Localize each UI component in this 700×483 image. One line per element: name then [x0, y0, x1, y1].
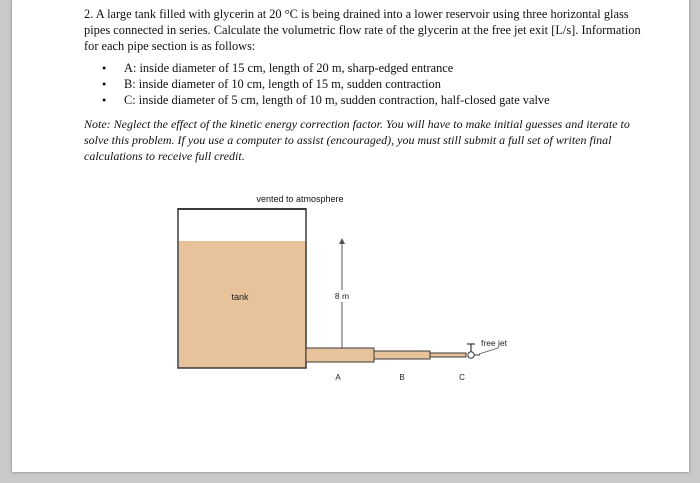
pipe-section-c	[430, 353, 466, 357]
pipe-item-a: ● A: inside diameter of 15 cm, length of 20 m, sharp-edged entrance	[84, 60, 644, 76]
free-jet-leader	[479, 348, 498, 354]
problem-statement: 2. A large tank filled with glycerin at 20 °C is being drained into a lower reservoir using three horizontal glass pipes connected in series. Calculate the volumetric flow rate of the glycerin at the free jet exit [L/s]. Information for each pipe section is as follows:	[84, 7, 641, 53]
pipe-item-b: ● B: inside diameter of 10 cm, length of 15 m, sudden contraction	[84, 76, 644, 92]
pipe-section-b	[374, 351, 430, 359]
section-label-b: B	[399, 373, 405, 382]
glycerin-fill	[179, 241, 306, 368]
problem-note: Note: Neglect the effect of the kinetic energy correction factor. You will have to make initial guesses and iterate to solve this problem. If you use a computer to assist (encouraged), you must still submit a full set of writen final calculations to receive full credit.	[84, 117, 630, 163]
section-label-c: C	[459, 373, 465, 382]
pipe-section-a	[306, 348, 374, 362]
section-label-a: A	[335, 373, 341, 382]
gate-valve-icon	[468, 352, 474, 358]
tank-label: tank	[231, 292, 249, 302]
tank-top-rim	[178, 208, 306, 210]
pipe-item-c: ● C: inside diameter of 5 cm, length of 10 m, sudden contraction, half-closed gate valve	[84, 92, 644, 108]
free-jet-label: free jet	[481, 338, 507, 348]
vent-label: vented to atmosphere	[256, 194, 344, 204]
height-arrow-top	[339, 238, 345, 244]
height-label: 8 m	[334, 291, 350, 301]
